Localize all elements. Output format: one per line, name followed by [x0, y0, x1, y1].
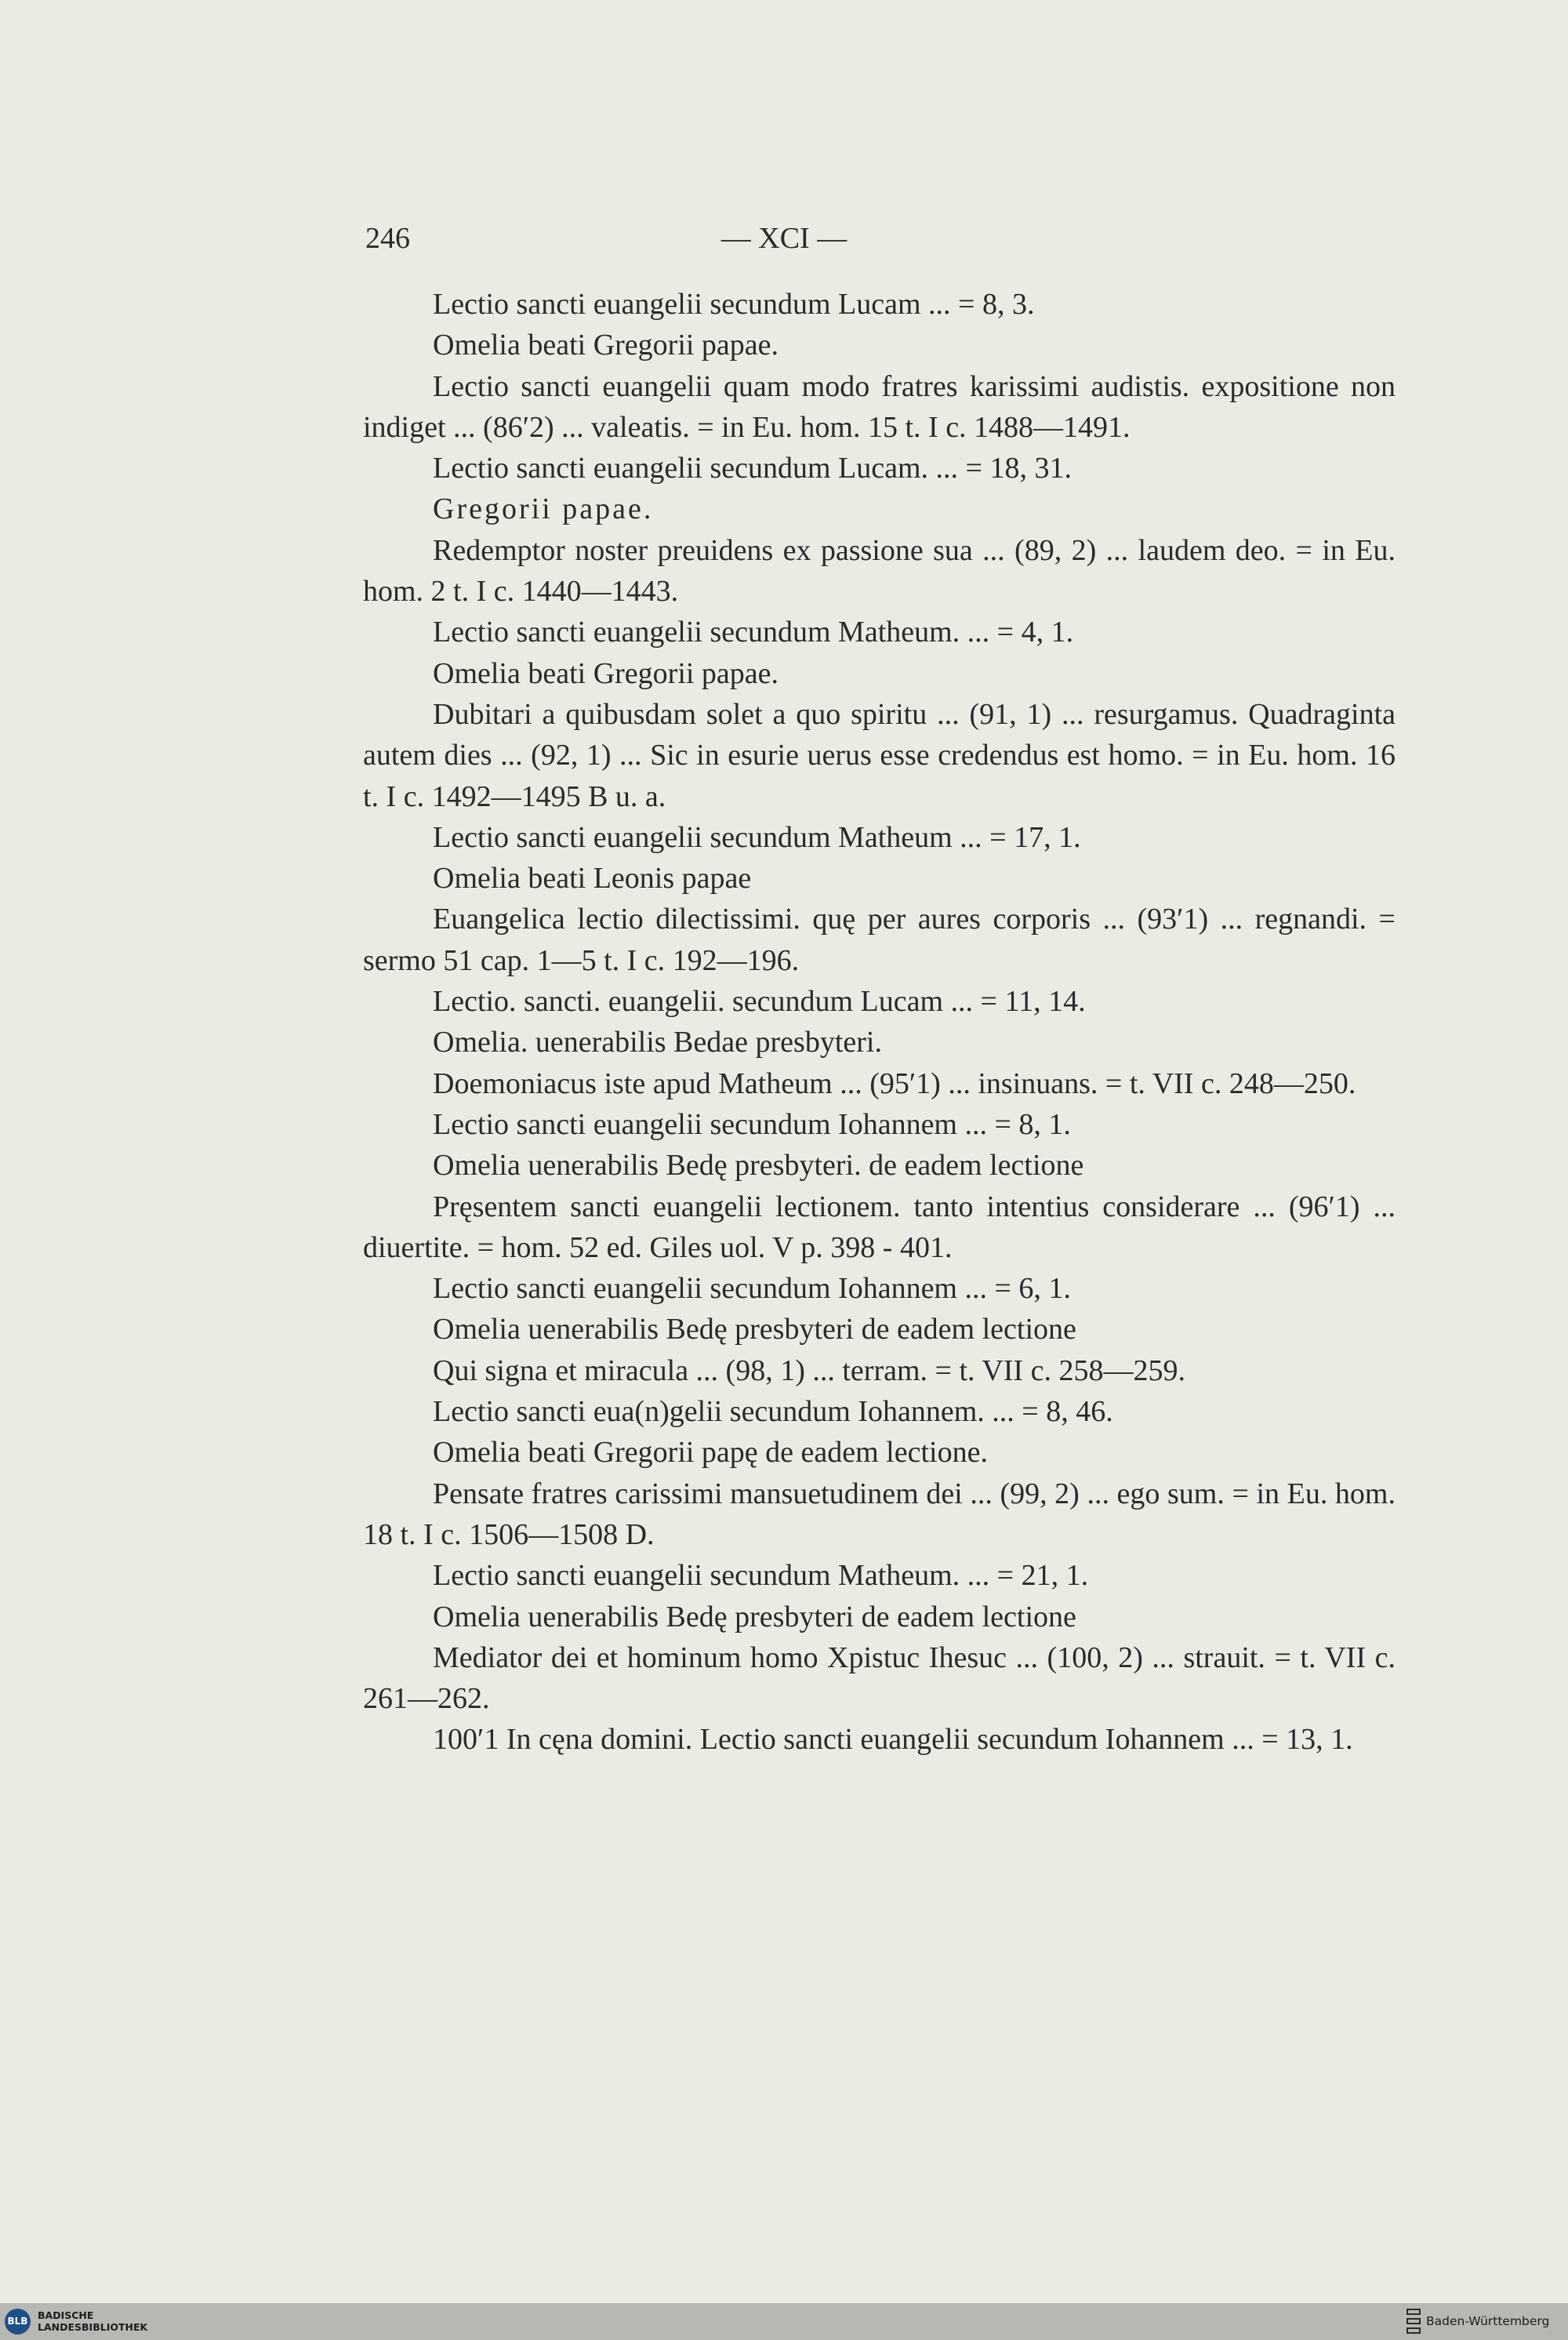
text-entry: Qui signa et miracula ... (98, 1) ... terram. = t. VII c. 258—259. — [433, 1353, 1185, 1387]
text-entry: Gregorii papae. — [433, 492, 654, 526]
text-entry: Redemptor noster preuidens ex passione sua ... (89, 2) ... laudem deo. = in Eu. hom. 2 t. I c. 1440—1443. — [363, 533, 1396, 609]
text-entry: Euangelica lectio dilectissimi. quę per aures corporis ... (93′1) ... regnandi. = sermo 51 cap. 1—5 t. I c. 192—196. — [363, 903, 1396, 977]
text-entry: Dubitari a quibusdam solet a quo spiritu ... (91, 1) ... resurgamus. Quadraginta autem dies ... (92, 1) ... Sic in esurie uerus esse credendus est homo. = in Eu. hom. 16 t. I c. 1492—1495 B u. a. — [363, 697, 1396, 813]
text-entry: Omelia beati Leonis papae — [433, 862, 752, 896]
text-entry: Pręsentem sancti euangelii lectionem. tanto intentius considerare ... (96′1) ... diuertite. = hom. 52 ed. Giles uol. V p. 398 - 401. — [363, 1190, 1396, 1264]
text-entry: Lectio sancti euangelii secundum Lucam. ... = 18, 31. — [433, 452, 1072, 485]
text-entry: Lectio sancti eua(n)gelii secundum Iohannem. ... = 8, 46. — [433, 1395, 1113, 1429]
text-entry: Lectio sancti euangelii secundum Matheum. ... = 21, 1. — [433, 1559, 1089, 1593]
text-entry: Lectio sancti euangelii secundum Matheum. ... = 4, 1. — [433, 616, 1074, 649]
text-entry: Lectio sancti euangelii secundum Lucam ... = 8, 3. — [433, 288, 1035, 321]
footer-bar — [0, 2303, 1568, 2340]
text-entry: Omelia beati Gregorii papę de eadem lectione. — [433, 1436, 988, 1470]
text-entry: Lectio sancti euangelii secundum Iohannem ... = 6, 1. — [433, 1272, 1071, 1306]
library-name-line2: LANDESBIBLIOTHEK — [38, 2321, 148, 2333]
text-entry: Omelia. uenerabilis Bedae presbyteri. — [433, 1026, 882, 1059]
text-entry: Lectio. sancti. euangelii. secundum Lucam ... = 11, 14. — [433, 985, 1086, 1019]
text-entry: Omelia uenerabilis Bedę presbyteri. de eadem lectione — [433, 1149, 1084, 1183]
text-entry: Omelia uenerabilis Bedę presbyteri de eadem lectione — [433, 1600, 1076, 1633]
text-entry: Omelia beati Gregorii papae. — [433, 329, 779, 362]
blb-logo-icon[interactable]: BLB — [5, 2309, 31, 2335]
text-entry: Omelia uenerabilis Bedę presbyteri de eadem lectione — [433, 1313, 1076, 1346]
text-entry: 100′1 In cęna domini. Lectio sancti euangelii secundum Iohannem ... = 13, 1. — [433, 1723, 1353, 1757]
text-entry: Lectio sancti euangelii secundum Matheum ... = 17, 1. — [433, 820, 1081, 854]
page-number: 246 — [365, 222, 410, 255]
text-entry: Lectio sancti euangelii quam modo fratres karissimi audistis. expositione non indiget ... (86′2) ... valeatis. = in Eu. hom. 15 t. I c. 1488—1491. — [363, 369, 1396, 444]
text-entry: Mediator dei et hominum homo Xpistuc Ihesuc ... (100, 2) ... strauit. = t. VII c. 261—262. — [363, 1641, 1396, 1716]
library-name-line1: BADISCHE — [38, 2309, 94, 2321]
text-entry: Lectio sancti euangelii secundum Iohannem ... = 8, 1. — [433, 1107, 1071, 1141]
text-entry: Pensate fratres carissimi mansuetudinem dei ... (99, 2) ... ego sum. = in Eu. hom. 18 t. I c. 1506—1508 D. — [363, 1477, 1396, 1551]
running-head: — XCI — — [720, 222, 848, 255]
page-header — [0, 221, 1568, 260]
state-label[interactable]: Baden-Württemberg — [1426, 2314, 1550, 2328]
library-name[interactable] — [38, 2309, 218, 2333]
text-entry: Doemoniacus iste apud Matheum ... (95′1) ... insinuans. = t. VII c. 248—250. — [433, 1066, 1356, 1100]
text-entry: Omelia beati Gregorii papae. — [433, 656, 779, 690]
body-text — [363, 284, 1396, 1760]
coat-of-arms-icon — [1405, 2308, 1422, 2335]
